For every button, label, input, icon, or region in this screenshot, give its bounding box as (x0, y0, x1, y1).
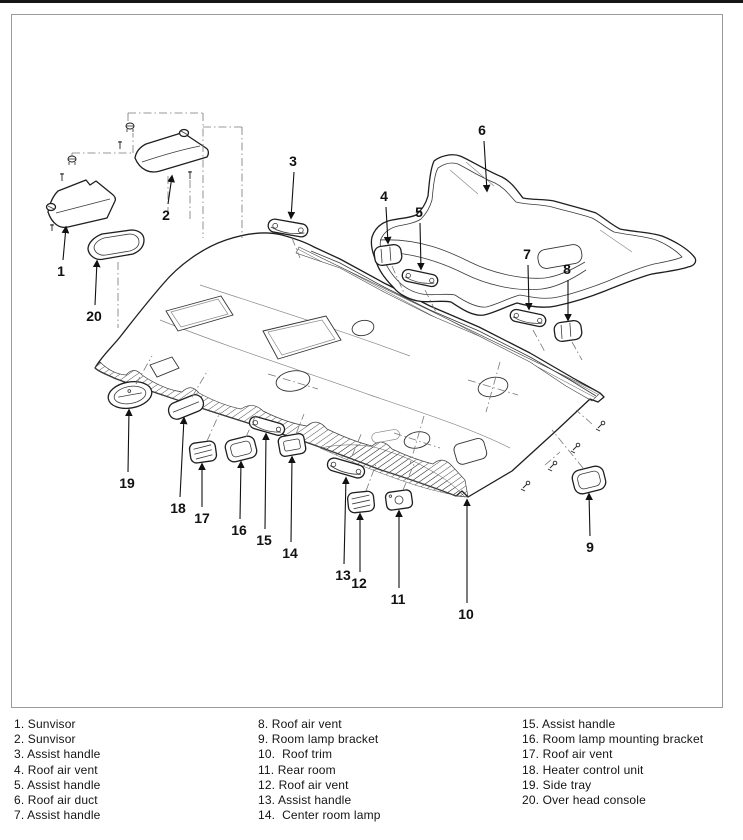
callout-label-4: 4 (380, 188, 388, 204)
callout-label-19: 19 (119, 475, 135, 491)
callout-label-13: 13 (335, 567, 351, 583)
roof-air-vent-4 (373, 244, 402, 267)
legend-item: 3. Assist handle (14, 747, 101, 762)
legend-item: 4. Roof air vent (14, 762, 98, 777)
legend-item: 16. Room lamp mounting bracket (522, 732, 704, 747)
assist-handle-7 (509, 308, 547, 327)
rear-room-lamp-11 (385, 489, 413, 510)
callout-arrow-19 (128, 410, 129, 472)
legend-item: 15. Assist handle (522, 717, 616, 731)
callout-label-16: 16 (231, 522, 247, 538)
legend-item: 6. Roof air duct (14, 793, 98, 808)
legend-item: 12. Roof air vent (258, 777, 349, 792)
callout-label-3: 3 (289, 153, 297, 169)
callout-arrow-2 (168, 176, 172, 204)
callout-arrow-20 (95, 261, 97, 305)
callout-label-2: 2 (162, 207, 170, 223)
callout-arrow-15 (265, 434, 266, 529)
legend-item: 1. Sunvisor (14, 717, 76, 731)
legend-item: 14. Center room lamp (258, 808, 381, 823)
room-lamp-bracket-9 (571, 464, 608, 495)
center-room-lamp-14 (277, 433, 306, 457)
callout-arrow-13 (344, 478, 346, 564)
legend-item: 18. Heater control unit (522, 762, 644, 777)
callout-arrow-9 (589, 494, 590, 536)
room-lamp-mounting-bracket-16 (224, 435, 258, 464)
callout-label-1: 1 (57, 263, 65, 279)
callout-label-17: 17 (194, 510, 210, 526)
roof-air-vent-17 (189, 440, 218, 463)
callout-label-15: 15 (256, 532, 272, 548)
callout-label-11: 11 (390, 591, 406, 607)
callout-label-14: 14 (282, 545, 298, 561)
callout-label-5: 5 (415, 204, 423, 220)
sunvisor-1 (47, 180, 116, 227)
callout-arrow-1 (63, 227, 66, 260)
sunvisor-2 (135, 130, 208, 172)
legend-item: 5. Assist handle (14, 777, 101, 792)
callout-label-20: 20 (86, 308, 102, 324)
callout-label-10: 10 (458, 606, 474, 622)
callout-label-8: 8 (563, 261, 571, 277)
legend-item: 9. Room lamp bracket (258, 732, 379, 747)
callout-label-6: 6 (478, 122, 486, 138)
legend-item: 8. Roof air vent (258, 717, 342, 731)
callout-label-9: 9 (586, 539, 594, 555)
legend-item: 17. Roof air vent (522, 747, 613, 762)
roof-air-vent-12 (347, 491, 375, 514)
callout-arrow-14 (291, 457, 292, 542)
callout-arrow-3 (291, 172, 294, 218)
legend-item: 10. Roof trim (258, 747, 333, 762)
legend-item: 19. Side tray (522, 777, 592, 792)
callout-label-18: 18 (170, 500, 186, 516)
overhead-console-20 (88, 230, 144, 259)
legend-item: 13. Assist handle (258, 793, 352, 808)
clip-icon (126, 123, 134, 132)
roof-air-vent-8 (553, 320, 582, 343)
legend-item: 11. Rear room (258, 762, 336, 777)
clip-icon (68, 156, 76, 165)
callout-label-12: 12 (351, 575, 367, 591)
callout-arrow-16 (240, 462, 241, 519)
legend-item: 7. Assist handle (14, 808, 101, 823)
legend-item: 20. Over head console (522, 793, 646, 808)
legend-item: 2. Sunvisor (14, 732, 76, 747)
callout-label-7: 7 (523, 246, 531, 262)
callout-arrow-18 (180, 418, 184, 497)
